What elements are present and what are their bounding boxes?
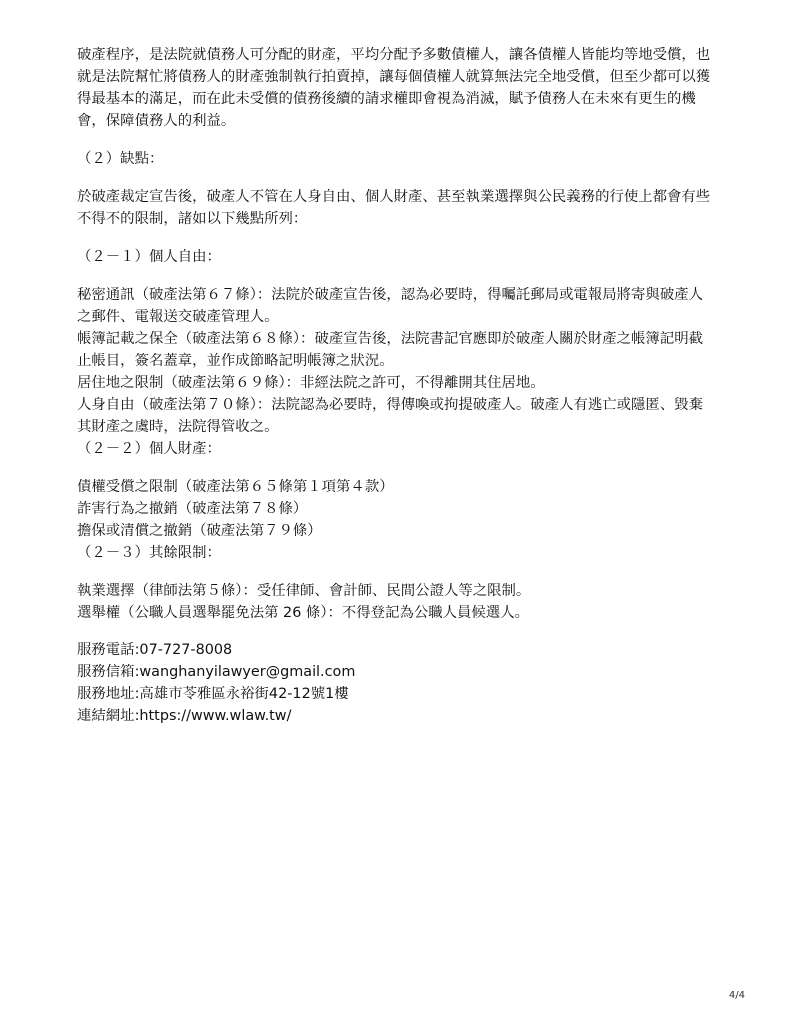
contact-phone: 服務電話:07-727-8008: [77, 642, 233, 658]
list-item: 擔保或清償之撤銷（破產法第７９條）: [77, 523, 322, 539]
list-item: 人身自由（破產法第７０條）：法院認為必要時，得傳喚或拘提破產人。破產人有逃亡或隱匿、毀棄其財產之虞時，法院得管收之。: [77, 397, 703, 435]
contact-website: 連結網址:https://www.wlaw.tw/: [77, 708, 292, 724]
page-number: 4/4: [728, 990, 745, 1001]
list-item: 秘密通訊（破產法第６７條）：法院於破產宣告後，認為必要時，得囑託郵局或電報局將寄與破產人之郵件、電報送交破產管理人。: [77, 287, 703, 325]
personal-property-heading: （２－２）個人財產：: [77, 441, 221, 457]
list-item: 債權受償之限制（破產法第６５條第１項第４款）: [77, 479, 394, 495]
personal-property-list: [77, 476, 717, 542]
contact-email: 服務信箱:wanghanyilawyer@gmail.com: [77, 664, 356, 680]
personal-freedom-heading: （２－１）個人自由：: [77, 249, 221, 265]
other-limits-heading: （２－３）其餘限制：: [77, 545, 221, 561]
list-item: 執業選擇（律師法第５條）：受任律師、會計師、民間公證人等之限制。: [77, 583, 531, 599]
section-disadvantages-heading: （２）缺點：: [77, 151, 164, 167]
list-item: 居住地之限制（破產法第６９條）：非經法院之許可，不得離開其住居地。: [77, 375, 545, 391]
disadvantages-intro: 於破產裁定宣告後，破產人不管在人身自由、個人財產、甚至執業選擇與公民義務的行使上都會有些不得不的限制，諸如以下幾點所列：: [77, 189, 711, 227]
list-item: 選舉權（公職人員選舉罷免法第 26 條）：不得登記為公職人員候選人。: [77, 605, 529, 621]
document-body: [77, 44, 717, 624]
list-item: 帳簿記載之保全（破產法第６８條）：破產宣告後，法院書記官應即於破產人關於財產之帳簿記明截止帳目，簽名蓋章，並作成節略記明帳簿之狀況。: [77, 331, 703, 369]
personal-freedom-list: [77, 284, 717, 438]
intro-paragraph: 破產程序，是法院就債務人可分配的財產，平均分配予多數債權人，讓各債權人皆能均等地受償，也就是法院幫忙將債務人的財產強制執行拍賣掉，讓每個債權人就算無法完全地受償，但至少都可以獲得最基本的滿足，而在此未受償的債務後續的請求權即會視為消滅，賦予債務人在未來有更生的機會，保障債務人的利益。: [77, 47, 711, 129]
contact-info: [77, 639, 717, 727]
contact-address: 服務地址:高雄市苓雅區永裕街42-12號1樓: [77, 686, 349, 702]
list-item: 詐害行為之撤銷（破產法第７８條）: [77, 501, 308, 517]
other-limits-list: [77, 580, 717, 624]
